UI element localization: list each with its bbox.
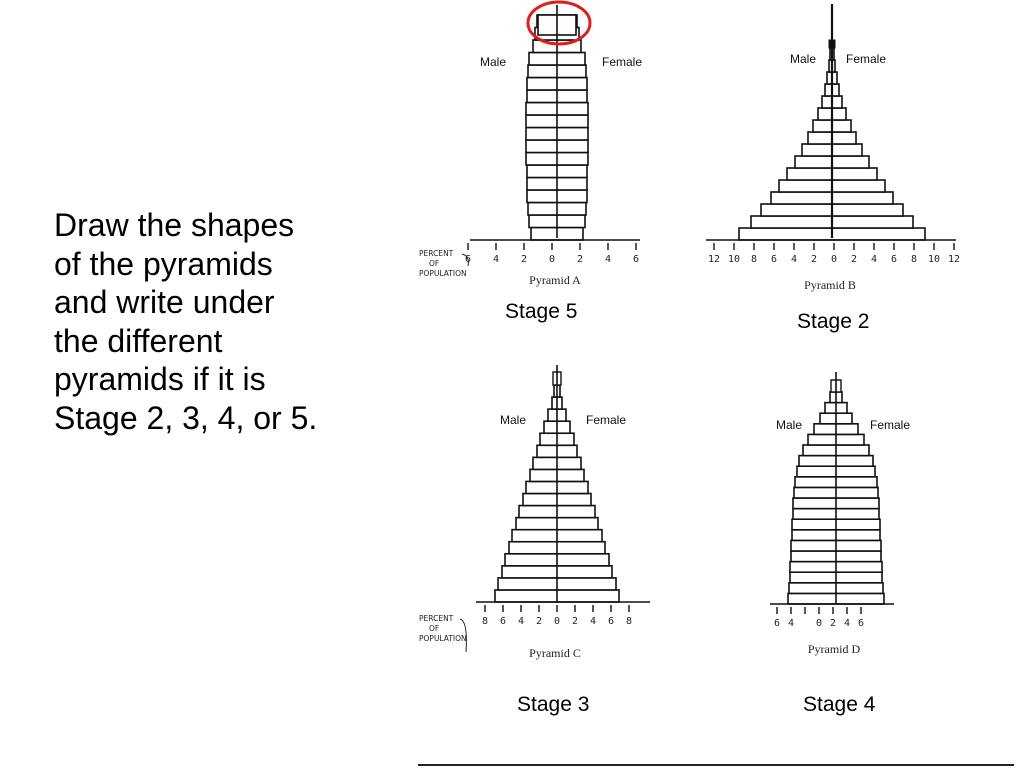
male-label: Male [776, 418, 803, 432]
tick-label: 4 [843, 618, 851, 629]
tick-label: 6 [632, 254, 640, 265]
tick-label: 6 [464, 254, 472, 265]
tick-label: 6 [857, 618, 865, 629]
tick-label: 4 [787, 618, 795, 629]
pyramid-title: Pyramid B [804, 278, 856, 292]
instruction-line: pyramids if it is [54, 361, 266, 397]
tick-label: 4 [492, 254, 500, 265]
instruction-line: of the pyramids [54, 245, 273, 282]
male-label: Male [480, 55, 507, 69]
tick-label: 8 [750, 254, 758, 265]
tick-label: 0 [553, 616, 561, 627]
tick-label: 8 [625, 616, 633, 627]
tick-label: 4 [790, 254, 798, 265]
instruction-line: and write under [54, 284, 275, 320]
stage-label-c: Stage 3 [517, 693, 590, 716]
note-text: PERCENT [419, 614, 454, 623]
tick-label: 0 [830, 254, 838, 265]
tick-label: 0 [548, 254, 556, 265]
stage-label-a: Stage 5 [505, 300, 578, 323]
female-label: Female [586, 413, 627, 427]
female-label: Female [870, 418, 911, 432]
pyramid-d [770, 372, 910, 656]
pyramid-title: Pyramid D [807, 642, 861, 656]
percent-of-population-note [419, 249, 468, 278]
tick-label: 12 [947, 254, 961, 265]
note-text: POPULATION [419, 269, 467, 278]
tick-label: 10 [727, 254, 741, 265]
tick-label: 2 [535, 616, 543, 627]
tick-label: 12 [707, 254, 721, 265]
tick-label: 6 [773, 618, 781, 629]
tick-label: 10 [927, 254, 941, 265]
female-label: Female [602, 55, 643, 69]
note-text: POPULATION [419, 634, 467, 643]
tick-label: 6 [499, 616, 507, 627]
tick-label: 8 [481, 616, 489, 627]
tick-label: 0 [815, 618, 823, 629]
note-text: PERCENT [419, 249, 454, 258]
tick-label: 4 [870, 254, 878, 265]
instruction-line: the different [54, 322, 223, 359]
tick-label: 6 [890, 254, 898, 265]
tick-label: 2 [576, 254, 584, 265]
note-text: OF [429, 624, 440, 633]
tick-label: 2 [520, 254, 528, 265]
tick-label: 6 [607, 616, 615, 627]
pyramid-title: Pyramid A [529, 273, 581, 287]
male-label: Male [790, 52, 817, 66]
percent-of-population-note [419, 614, 467, 652]
tick-label: 6 [770, 254, 778, 265]
instruction-line: Stage 2, 3, 4, or 5. [54, 399, 318, 436]
male-label: Male [500, 413, 527, 427]
tick-label: 2 [829, 618, 837, 629]
pyramid-c [476, 365, 650, 660]
tick-label: 2 [850, 254, 858, 265]
pyramid-title: Pyramid C [529, 646, 581, 660]
tick-label: 8 [910, 254, 918, 265]
stage-label-b: Stage 2 [797, 310, 870, 333]
pyramid-a [465, 2, 642, 287]
tick-label: 4 [517, 616, 525, 627]
note-text: OF [429, 259, 440, 268]
instruction-line: Draw the shapes [54, 207, 295, 243]
tick-label: 4 [589, 616, 597, 627]
pyramid-b [706, 4, 960, 292]
tick-label: 4 [604, 254, 612, 265]
bottom-rule [418, 764, 1014, 766]
tick-label: 2 [571, 616, 579, 627]
female-label: Female [846, 52, 887, 66]
stage-label-d: Stage 4 [803, 693, 876, 716]
tick-label: 2 [810, 254, 818, 265]
